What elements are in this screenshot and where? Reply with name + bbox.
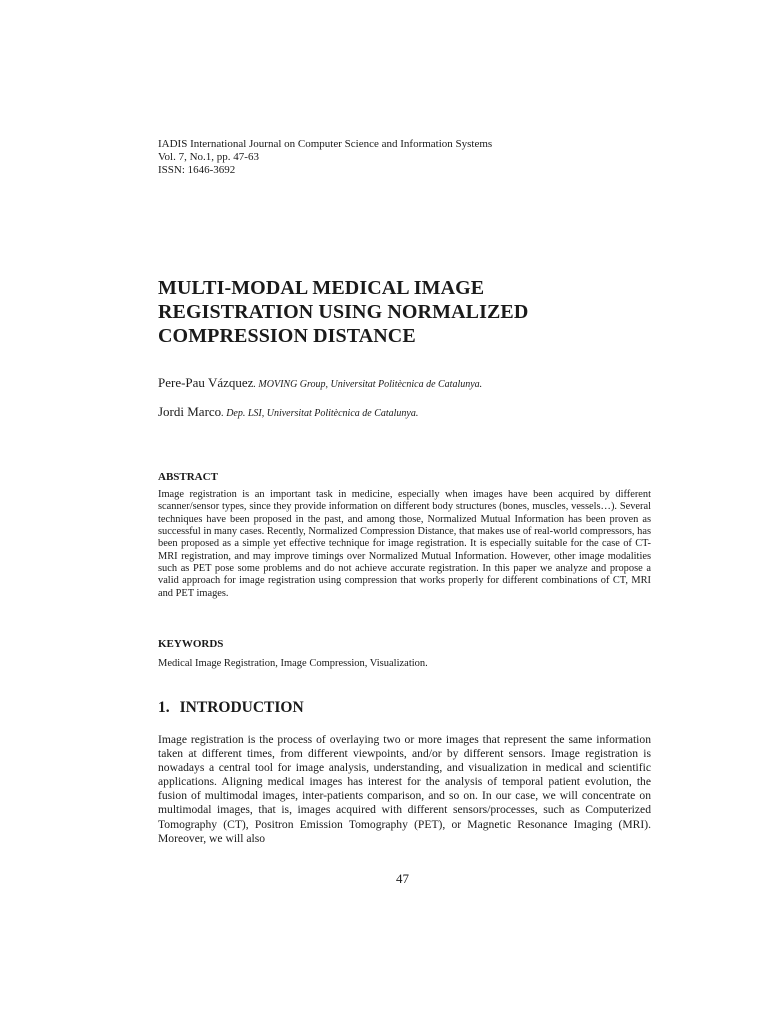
journal-issn: ISSN: 1646-3692 <box>158 164 236 176</box>
journal-volume: Vol. 7, No.1, pp. 47-63 <box>158 151 259 163</box>
author-affiliation: . MOVING Group, Universitat Politècnica de Catalunya. <box>253 379 483 390</box>
page-number: 47 <box>396 871 409 886</box>
title-line-2: REGISTRATION USING NORMALIZED <box>158 301 529 323</box>
author-entry-1 <box>158 375 482 393</box>
paper-title <box>158 276 618 348</box>
journal-name: IADIS International Journal on Computer Science and Information Systems <box>158 138 493 150</box>
keywords-heading: KEYWORDS <box>158 638 224 650</box>
title-line-3: COMPRESSION DISTANCE <box>158 325 416 347</box>
author-name: Pere-Pau Vázquez <box>158 375 254 390</box>
section-heading-introduction <box>158 699 304 717</box>
section-number: 1. <box>158 699 170 716</box>
author-name: Jordi Marco <box>158 404 222 419</box>
section-title: INTRODUCTION <box>179 699 304 716</box>
introduction-text: Image registration is the process of overlaying two or more images that represent the same information taken at different times, from different viewpoints, and/or by different sensors. Image registration is nowadays a central tool for image analysis, understanding, and visualization in medical and scientific applications. Aligning medical images has interest for the analysis of temporal patient evolution, the fusion of multimodal images, inter-patients comparison, and so on. In our case, we will concentrate on multimodal images, that is, images acquired with different sensors/processes, such as Computerized Tomography (CT), Positron Emission Tomography (PET), or Magnetic Resonance Imaging (MRI). Moreover, we will also <box>158 733 651 845</box>
title-line-1: MULTI-MODAL MEDICAL IMAGE <box>158 277 485 299</box>
keywords-text: Medical Image Registration, Image Compression, Visualization. <box>158 658 428 669</box>
abstract-text: Image registration is an important task in medicine, especially when images have been acquired by different scanner/sensor types, since they provide information on different body structures (bones, muscles, vessels…). Several techniques have been proposed in the past, and among those, Normalized Mutual Information has been proven as successful in many cases. Recently, Normalized Compression Distance, that makes use of real-world compressors, has been proposed as a simple yet effective technique for image registration. It is especially suitable for the case of CT-MRI registration, and may improve timings over Normalized Mutual Information. However, other image modalities such as PET pose some problems and do not achieve accurate registration. In this paper we analyze and propose a valid approach for image registration using compression that works properly for different combinations of CT, MRI and PET images. <box>158 489 651 599</box>
author-affiliation: . Dep. LSI, Universitat Politècnica de Catalunya. <box>221 408 419 419</box>
author-entry-2 <box>158 404 418 422</box>
journal-header <box>158 138 492 177</box>
abstract-heading: ABSTRACT <box>158 471 218 483</box>
